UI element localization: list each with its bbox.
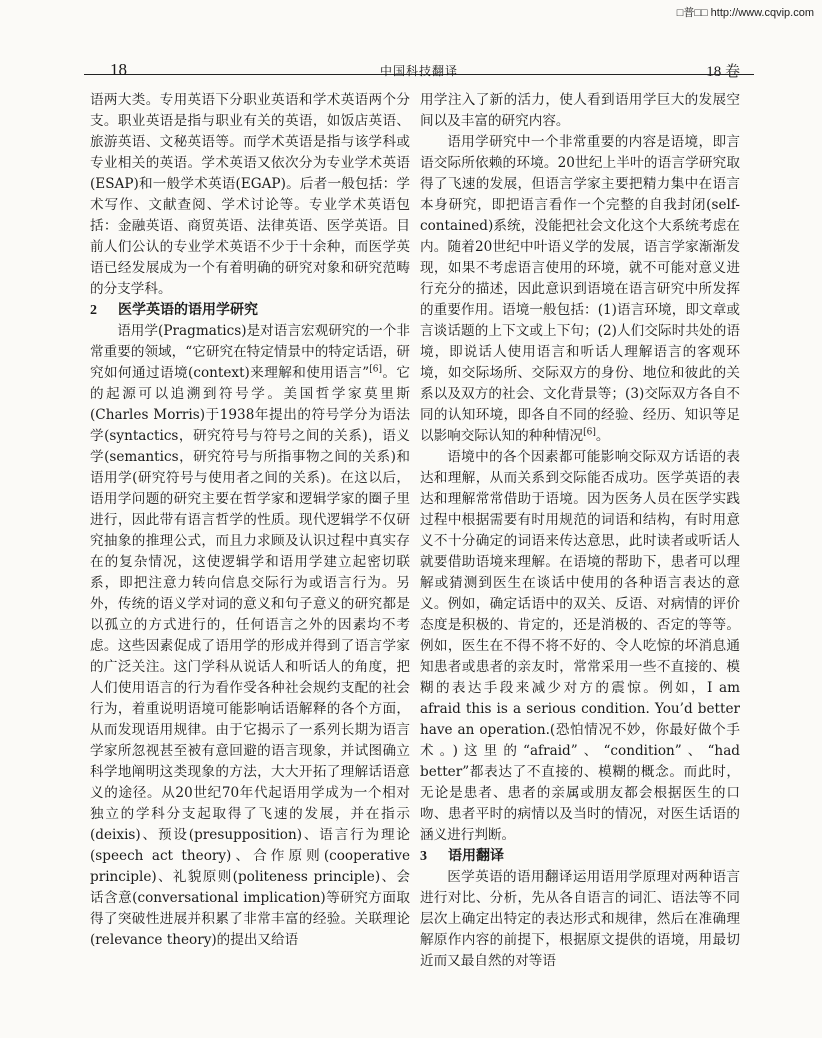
paragraph-continued: 语两大类。专用英语下分职业英语和学术英语两个分支。职业英语是指与职业有关的英语，如饭店英语、旅游英语、文秘英语等。而学术英语是指与该学科或专业相关的英语。学术英语又依次分为专业学术英语(ESAP)和一般学术英语(EGAP)。后者一般包括：学术写作、文献查阅、学术讨论等。专业学术英语包括：金融英语、商贸英语、法律英语、医学英语。目前人们公认的专业学术英语不少于十余种，而医学英语已经发展成为一个有着明确的研究对象和研究范畴的分支学科。 bbox=[90, 92, 410, 297]
left-column bbox=[90, 90, 410, 1030]
paragraph-pragmatic-translation: 医学英语的语用翻译运用语用学原理对两种语言进行对比、分析，先从各自语言的词汇、语法等不同层次上确定出特定的表达形式和规律，然后在准确理解原作内容的前提下，根据原文提供的语境，用最切近而又最自然的对等语 bbox=[420, 869, 740, 969]
paragraph-context-factors: 语境中的各个因素都可能影响交际双方话语的表达和理解，从而关系到交际能否成功。医学英语的表达和理解常常借助于语境。因为医务人员在医学实践过程中根据需要有时用规范的词语和结构，有时用意义不十分确定的词语来传达意思，此时读者或听话人就要借助语境来理解。在语境的帮助下，患者可以理解或猜测到医生在谈话中使用的各种语言表达的意义。例如，确定话语中的双关、反语、对病情的评价态度是积极的、肯定的，还是消极的、否定的等等。例如，医生在不得不将不好的、令人吃惊的坏消息通知患者或患者的亲友时，常常采用一些不直接的、模糊的表达手段来减少对方的震惊。例如，I am afraid this is a serious condition. You’d better have an operation.(恐怕情况不妙，你最好做个手术。)这里的“afraid”、“condition”、“had better”都表达了不直接的、模糊的概念。而此时，无论是患者、患者的亲属或朋友都会根据医生的口吻、患者平时的病情以及当时的情况，对医生话语的涵义进行判断。 bbox=[420, 449, 740, 843]
paragraph-context bbox=[420, 132, 740, 447]
paragraph-text: 语用学(Pragmatics)是对语言宏观研究的一个非常重要的领域，“它研究在特定情景中的特定话语，研究如何通过语境(context)来理解和使用语言” bbox=[90, 323, 410, 381]
volume-label: 18 卷 bbox=[706, 64, 740, 80]
section-number: 3 bbox=[420, 849, 427, 864]
page-number: 18 bbox=[110, 60, 127, 79]
paragraph-text: 语用学研究中一个非常重要的内容是语境，即言语交际所依赖的环境。20世纪上半叶的语言学研究取得了飞速的发展，但语言学家主要把精力集中在语言本身研究，即把语言看作一个完整的自我封闭(self-contained)系统，没能把社会文化这个大系统考虑在内。随着20世纪中叶语义学的发展，语言学家渐渐发现，如果不考虑语言使用的环境，就不可能对意义进行充分的描述，因此意识到语境在语言研究中所发挥的重要作用。语境一般包括：(1)语言环境，即文章或言谈话题的上下文或上下句；(2)人们交际时共处的语境，即说话人使用语言和听话人理解语言的客观环境，如交际场所、交际双方的身份、地位和彼此的关系以及双方的社会、文化背景等；(3)交际双方各自不同的认知环境，即各自不同的经验、经历、知识等足以影响交际认知的种种情况 bbox=[420, 134, 740, 444]
paragraph-pragmatics bbox=[90, 321, 410, 951]
watermark: □普□□ http://www.cqvip.com bbox=[676, 7, 814, 19]
section-heading-3 bbox=[420, 846, 740, 867]
paragraph-continued: 用学注入了新的活力，使人看到语用学巨大的发展空间以及丰富的研究内容。 bbox=[420, 92, 740, 129]
section-number: 2 bbox=[90, 303, 97, 318]
citation-ref: [6] bbox=[583, 427, 596, 438]
section-heading-2 bbox=[90, 300, 410, 321]
section-title: 医学英语的语用学研究 bbox=[118, 302, 258, 318]
paragraph-text: 。它的起源可以追溯到符号学。美国哲学家莫里斯(Charles Morris)于1938年提出的符号学分为语法学(syntactics，研究符号与符号之间的关系)，语义学(semantics，研究符号与所指事物之间的关系)和语用学(研究符号与使用者之间的关系)。在这以后，语用学问题的研究主要在哲学家和逻辑学家的圈子里进行，因此带有语言哲学的性质。现代逻辑学不仅研究抽象的推理公式，而且力求顾及认识过程中真实存在的复杂情况，这使逻辑学和语用学建立起密切联系，即把注意力转向信息交际行为或语言行为。另外，传统的语义学对词的意义和句子意义的研究都是以孤立的方式进行的，任何语言之外的因素均不考虑。这些因素促成了语用学的形成并得到了语言学家的广泛关注。这门学科从说话人和听话人的角度，把人们使用语言的行为看作受各种社会规约支配的社会行为，着重说明语境可能影响话语解释的各个方面，从而发现语用规律。由于它揭示了一系列长期为语言学家所忽视甚至被有意回避的语言现象，并试图确立科学地阐明这类现象的方法，大大开拓了理解话语意义的途径。从20世纪70年代起语用学成为一个相对独立的学科分支起取得了飞速的发展，并在指示(deixis)、预设(presupposition)、语言行为理论(speech act theory)、合作原则(cooperative principle)、礼貌原则(politeness principle)、会话含意(conversational implication)等研究方面取得了突破性进展并积累了非常丰富的经验。关联理论(relevance theory)的提出又给语 bbox=[90, 365, 410, 948]
running-header bbox=[84, 48, 754, 80]
citation-ref: [6] bbox=[369, 364, 382, 375]
paragraph-text: 。 bbox=[595, 428, 610, 444]
section-title: 语用翻译 bbox=[448, 848, 504, 864]
right-column bbox=[420, 90, 740, 1030]
journal-title: 中国科技翻译 bbox=[379, 64, 458, 78]
